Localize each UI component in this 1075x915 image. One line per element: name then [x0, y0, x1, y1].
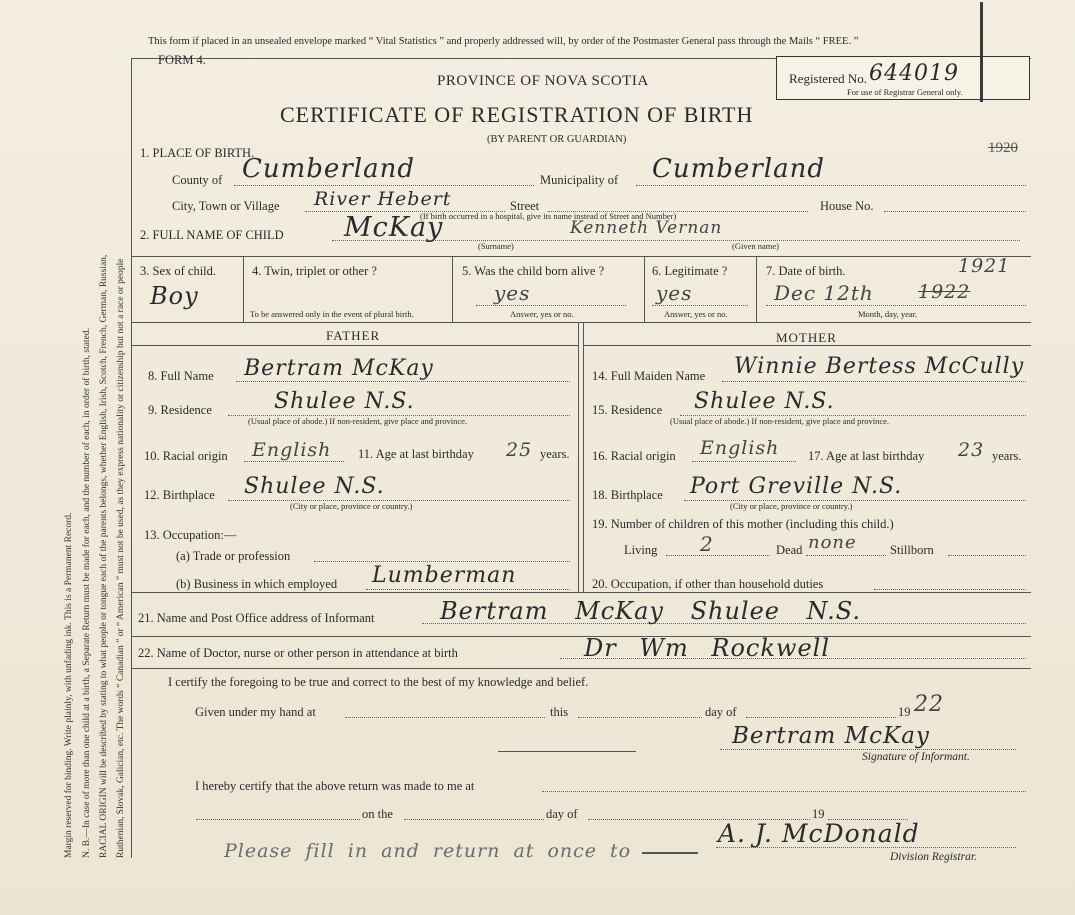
- mother-racial-value: English: [700, 437, 780, 459]
- county-line: [234, 185, 534, 186]
- day-of-label: day of: [705, 705, 737, 719]
- sex-value: Boy: [150, 282, 199, 310]
- page-subtitle: (BY PARENT OR GUARDIAN): [487, 134, 627, 145]
- center-divider: [578, 322, 579, 592]
- stillborn-line: [948, 555, 1026, 556]
- legitimate-caption: Answer, yes or no.: [664, 309, 728, 319]
- given-caption: (Given name): [732, 241, 779, 251]
- dob-value: Dec 12th: [774, 281, 874, 305]
- dob-caption: Month, day, year.: [858, 309, 918, 319]
- registrar-place-line: [542, 791, 1026, 792]
- registrar-leader-line: [196, 819, 360, 820]
- province-heading: PROVINCE OF NOVA SCOTIA: [437, 73, 649, 89]
- parents-bottom-rule: [131, 592, 1031, 593]
- this-line: [578, 717, 702, 718]
- col-divider-1: [243, 256, 244, 322]
- doctor-label: 22. Name of Doctor, nurse or other person in attendance at birth: [138, 646, 458, 660]
- surname-caption: (Surname): [478, 241, 514, 251]
- mother-heading: MOTHER: [776, 330, 837, 345]
- house-line: [884, 211, 1026, 212]
- registration-box: [776, 56, 1030, 100]
- informant-signature-line: [720, 749, 1016, 750]
- father-birthplace-value: Shulee N.S.: [244, 474, 385, 499]
- note-dash: [642, 852, 698, 854]
- father-residence-caption: (Usual place of abode.) If non-resident, give place and province.: [248, 416, 468, 426]
- father-age-unit: years.: [540, 447, 570, 461]
- mother-residence-label: 15. Residence: [592, 403, 663, 417]
- mother-racial-line: [692, 461, 796, 462]
- mother-name-value: Winnie Bertess McCully: [734, 354, 1025, 379]
- corner-year: 1920: [988, 140, 1018, 156]
- father-birthplace-caption: (City or place, province or country.): [290, 501, 413, 511]
- margin-note-3: RACIAL ORIGIN will be described by stating to what people or tongue each of the parents belongs, whether English, Irish, Scotch, French, German, Russian,: [99, 254, 109, 858]
- mother-occupation-line: [874, 589, 1026, 590]
- city-value: River Hebert: [314, 188, 452, 210]
- father-age-label: 11. Age at last birthday: [358, 447, 474, 461]
- father-residence-value: Shulee N.S.: [274, 389, 415, 414]
- trade-line: [314, 561, 570, 562]
- alive-value: yes: [494, 281, 531, 305]
- day-of-line: [746, 717, 896, 718]
- informant-signature-caption: Signature of Informant.: [862, 751, 970, 763]
- child-name-label: 2. FULL NAME OF CHILD: [140, 228, 284, 242]
- municipality-line: [636, 185, 1026, 186]
- dead-label: Dead: [776, 543, 803, 557]
- doctor-rule: [131, 668, 1031, 669]
- occupation-label: 13. Occupation:—: [144, 528, 237, 542]
- hospital-note: (If birth occurred in a hospital, give its name instead of Street and Number): [420, 211, 677, 221]
- father-racial-value: English: [252, 439, 332, 461]
- father-heading-rule: [131, 345, 578, 346]
- living-line: [666, 555, 770, 556]
- dob-year: 1921: [958, 255, 1011, 277]
- mother-occupation-label: 20. Occupation, if other than household duties: [592, 577, 824, 591]
- informant-label: 21. Name and Post Office address of Informant: [138, 611, 375, 625]
- place-heading: 1. PLACE OF BIRTH.: [140, 146, 255, 160]
- legitimate-label: 6. Legitimate ?: [652, 264, 728, 278]
- year-value: 22: [914, 692, 944, 717]
- dead-value: none: [808, 532, 857, 553]
- twin-note: To be answered only in the event of plural birth.: [250, 309, 414, 319]
- municipality-value: Cumberland: [652, 154, 825, 184]
- mother-birthplace-label: 18. Birthplace: [592, 488, 663, 502]
- living-value: 2: [700, 532, 714, 556]
- registrar-note: For use of Registrar General only.: [847, 87, 963, 97]
- child-given-name: Kenneth Vernan: [570, 218, 723, 238]
- trade-label: (a) Trade or profession: [176, 549, 291, 563]
- mother-age-value: 23: [958, 439, 985, 461]
- registrar-year-prefix: 19: [812, 807, 825, 821]
- mother-racial-label: 16. Racial origin: [592, 449, 676, 463]
- alive-label: 5. Was the child born alive ?: [462, 264, 605, 278]
- alive-caption: Answer, yes or no.: [510, 309, 574, 319]
- house-label: House No.: [820, 199, 874, 213]
- child-surname: McKay: [344, 212, 444, 243]
- margin-note-4: Ruthenian, Slovak, Galician, etc. The words “ Canadian ” or “ American ” must not be used, as they express nationality or citizenship but not a race or people: [116, 258, 126, 858]
- registrar-handwritten-note: Please fill in and return at once to: [224, 840, 632, 862]
- street-label: Street: [510, 199, 540, 213]
- mail-notice: This form if placed in an unsealed envelope marked “ Vital Statistics ” and properly addressed will, by order of the Postmaster General pass through the Mails “ FREE. ”: [148, 36, 859, 47]
- father-racial-line: [244, 461, 344, 462]
- registrar-certify: I hereby certify that the above return was made to me at: [195, 779, 475, 793]
- father-name-line: [236, 381, 570, 382]
- row-divider-top: [131, 256, 1031, 257]
- mother-age-label: 17. Age at last birthday: [808, 449, 925, 463]
- mother-birthplace-caption: (City or place, province or country.): [730, 501, 853, 511]
- father-racial-label: 10. Racial origin: [144, 449, 228, 463]
- doctor-value: Dr Wm Rockwell: [584, 634, 830, 662]
- informant-rule: [131, 636, 1031, 637]
- mother-age-unit: years.: [992, 449, 1022, 463]
- col-divider-3: [644, 256, 645, 322]
- dob-label: 7. Date of birth.: [766, 264, 846, 278]
- col-divider-4: [756, 256, 757, 322]
- margin-note-2: N. B.—In case of more than one child at a birth, a Separate Return must be made for each, and the number of each, in order of birth, stated.: [82, 328, 92, 858]
- father-residence-label: 9. Residence: [148, 403, 212, 417]
- father-name-label: 8. Full Name: [148, 369, 214, 383]
- living-label: Living: [624, 543, 658, 557]
- dob-struck-year: 1922: [918, 281, 971, 303]
- stillborn-label: Stillborn: [890, 543, 934, 557]
- registrar-signature-line: [716, 847, 1016, 848]
- given-label: Given under my hand at: [195, 705, 316, 719]
- form-number: FORM 4.: [158, 53, 206, 67]
- children-count-label: 19. Number of children of this mother (including this child.): [592, 517, 894, 531]
- twin-label: 4. Twin, triplet or other ?: [252, 264, 377, 278]
- mother-residence-value: Shulee N.S.: [694, 389, 835, 414]
- margin-note-1: Margin reserved for binding. Write plainly, with unfading ink. This is a Permanent Record.: [64, 512, 74, 858]
- father-birthplace-label: 12. Birthplace: [144, 488, 215, 502]
- col-divider-2: [452, 256, 453, 322]
- business-value: Lumberman: [372, 563, 517, 588]
- center-divider-2: [583, 322, 584, 592]
- legitimate-value: yes: [656, 281, 693, 305]
- sex-label: 3. Sex of child.: [140, 264, 217, 278]
- business-line: [366, 589, 570, 590]
- alive-line: [476, 305, 626, 306]
- row-divider-bottom: [131, 322, 1031, 323]
- city-label: City, Town or Village: [172, 199, 280, 213]
- father-name-value: Bertram McKay: [244, 356, 434, 381]
- county-value: Cumberland: [242, 154, 415, 184]
- father-age-value: 25: [506, 439, 533, 461]
- seal-line: [498, 751, 636, 752]
- informant-value: Bertram McKay Shulee N.S.: [440, 597, 861, 625]
- mother-residence-caption: (Usual place of abode.) If non-resident, give place and province.: [670, 416, 890, 426]
- registered-label: Registered No.: [789, 71, 867, 86]
- registrar-on-label: on the: [362, 807, 393, 821]
- father-heading: FATHER: [326, 328, 381, 343]
- left-rule: [131, 58, 132, 858]
- certify-statement: I certify the foregoing to be true and correct to the best of my knowledge and belief.: [168, 675, 589, 689]
- ink-check-mark: [980, 2, 983, 102]
- given-line: [345, 717, 545, 718]
- mother-birthplace-value: Port Greville N.S.: [690, 474, 903, 499]
- this-label: this: [550, 705, 569, 719]
- dead-line: [806, 555, 886, 556]
- registrar-day-label: day of: [546, 807, 578, 821]
- municipality-label: Municipality of: [540, 173, 619, 187]
- registrar-signature: A. J. McDonald: [718, 819, 920, 848]
- business-label: (b) Business in which employed: [176, 577, 338, 591]
- registered-number: 644019: [869, 61, 959, 86]
- registrar-on-line: [404, 819, 544, 820]
- dob-line: [766, 305, 1026, 306]
- mother-name-label: 14. Full Maiden Name: [592, 369, 706, 383]
- legitimate-line: [652, 305, 748, 306]
- registrar-caption: Division Registrar.: [890, 851, 977, 863]
- county-label: County of: [172, 173, 223, 187]
- page-title: CERTIFICATE OF REGISTRATION OF BIRTH: [280, 102, 754, 127]
- informant-signature: Bertram McKay: [732, 723, 930, 749]
- year-prefix: 19: [898, 705, 911, 719]
- mother-name-line: [722, 381, 1026, 382]
